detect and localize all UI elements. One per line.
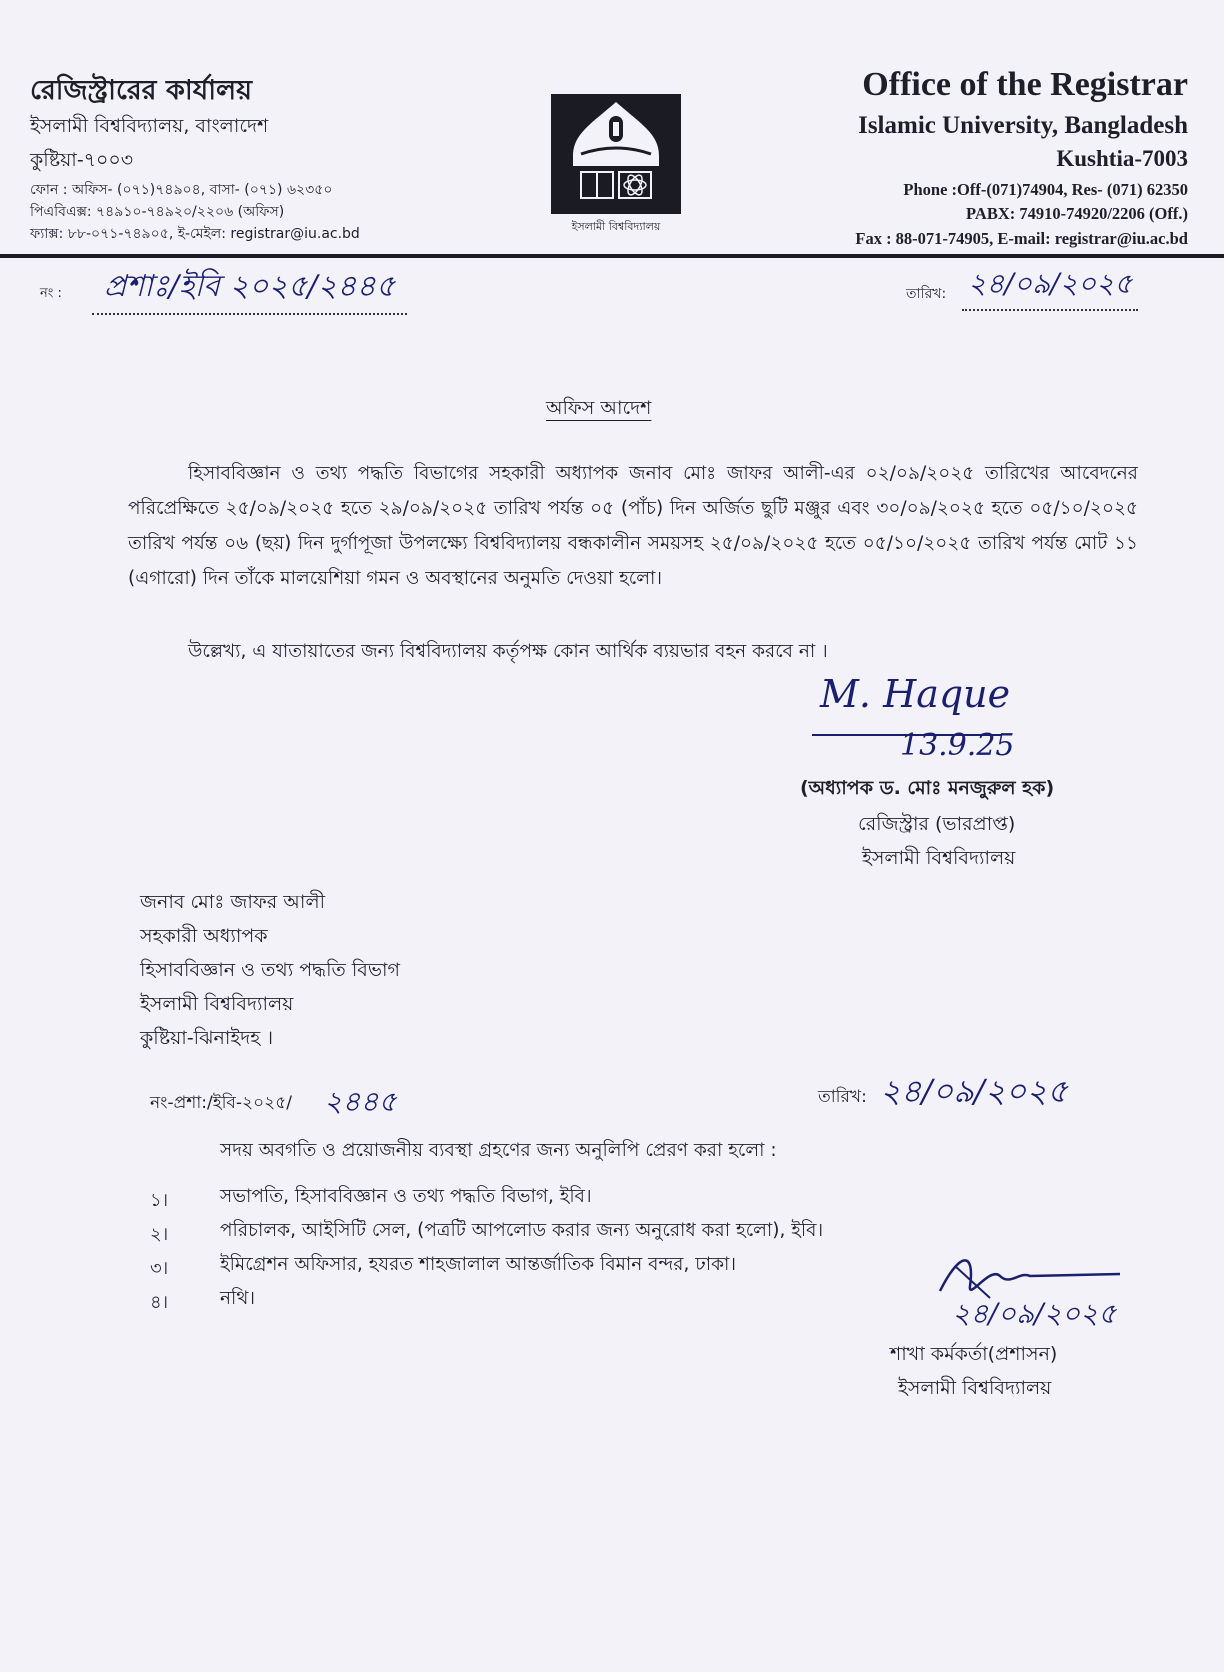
crest-icon [551, 94, 681, 214]
copy-ref-no-value: ২৪৪৫ [324, 1085, 397, 1118]
addressee-line-1: জনাব মোঃ জাফর আলী [140, 891, 326, 913]
order-paragraph-2-text: উল্লেখ্য, এ যাতায়াতের জন্য বিশ্ববিদ্যালয় কর্তৃপক্ষ কোন আর্থিক ব্যয়ভার বহন করবে না । [188, 641, 828, 662]
office-order-heading: অফিস আদেশ [546, 397, 652, 419]
copy-item-2-num: ২। [150, 1224, 169, 1245]
copy-item-1: সভাপতি, হিসাববিজ্ঞান ও তথ্য পদ্ধতি বিভাগ, ইবি। [220, 1186, 592, 1207]
copy-ref-date-label: তারিখ: [818, 1087, 867, 1107]
en-phone: Phone :Off-(071)74904, Res- (071) 62350 [903, 180, 1188, 199]
copy-intro: সদয় অবগতি ও প্রয়োজনীয় ব্যবস্থা গ্রহণের জন্য অনুলিপি প্রেরণ করা হলো : [220, 1140, 777, 1161]
copy-item-2: পরিচালক, আইসিটি সেল, (পত্রটি আপলোড করার জন্য অনুরোধ করা হলো), ইবি। [220, 1220, 824, 1241]
en-pabx: PABX: 74910-74920/2206 (Off.) [966, 204, 1188, 223]
bn-phone: ফোন : অফিস- (০৭১)৭৪৯০৪, বাসা- (০৭১) ৬২৩৫০ [30, 182, 333, 198]
section-officer-designation: শাখা কর্মকর্তা(প্রশাসন) [890, 1343, 1058, 1365]
copy-ref-no-label: নং-প্রশা:/ইবি-২০২৫/ [150, 1093, 292, 1113]
bn-office-title: রেজিস্ট্রারের কার্যালয় [30, 75, 253, 106]
bn-university: ইসলামী বিশ্ববিদ্যালয়, বাংলাদেশ [30, 115, 269, 137]
copy-item-3: ইমিগ্রেশন অফিসার, হযরত শাহজালাল আন্তর্জাতিক বিমান বন্দর, ঢাকা। [220, 1254, 737, 1275]
addressee-line-3: হিসাববিজ্ঞান ও তথ্য পদ্ধতি বিভাগ [140, 959, 400, 981]
bn-pabx: পিএবিএক্স: ৭৪৯১০-৭৪৯২০/২২০৬ (অফিস) [30, 204, 285, 220]
registrar-signature: M. Haque [820, 672, 1011, 716]
ref-date-value: ২৪/০৯/২০২৫ [962, 262, 1138, 311]
bn-fax-email: ফ্যাক্স: ৮৮-০৭১-৭৪৯০৫, ই-মেইল: registrar@iu.ac.bd [30, 226, 360, 242]
addressee-line-4: ইসলামী বিশ্ববিদ্যালয় [140, 993, 294, 1015]
addressee-line-5: কুষ্টিয়া-ঝিনাইদহ । [140, 1027, 274, 1049]
copy-item-4-num: ৪। [150, 1292, 169, 1313]
registrar-name: (অধ্যাপক ড. মোঃ মনজুরুল হক) [800, 777, 1055, 799]
section-officer-date: ২৪/০৯/২০২৫ [952, 1297, 1117, 1330]
copy-item-3-num: ৩। [150, 1258, 169, 1279]
order-paragraph-1 [128, 456, 1138, 596]
en-fax-email: Fax : 88-071-74905, E-mail: registrar@iu.ac.bd [855, 229, 1188, 248]
copy-item-1-num: ১। [150, 1190, 169, 1211]
logo-caption: ইসলামী বিশ্ববিদ্যালয় [571, 220, 661, 233]
en-university: Islamic University, Bangladesh [858, 112, 1188, 139]
registrar-signature-date: 13.9.25 [900, 728, 1015, 763]
ref-date-label: তারিখ: [906, 286, 947, 302]
order-paragraph-2 [128, 634, 1138, 669]
en-office-title: Office of the Registrar [862, 66, 1188, 103]
section-officer-institution: ইসলামী বিশ্ববিদ্যালয় [898, 1377, 1052, 1399]
registrar-institution: ইসলামী বিশ্ববিদ্যালয় [862, 847, 1016, 869]
ref-no-label: নং : [40, 286, 62, 301]
copy-item-4: নথি। [220, 1288, 255, 1309]
bn-city: কুষ্টিয়া-৭০০৩ [30, 149, 134, 171]
letterhead-rule [0, 254, 1224, 258]
order-paragraph-1-text: হিসাববিজ্ঞান ও তথ্য পদ্ধতি বিভাগের সহকারী অধ্যাপক জনাব মোঃ জাফর আলী-এর ০২/০৯/২০২৫ তারিখের আবেদনের পরিপ্রেক্ষিতে ২৫/০৯/২০২৫ হতে ২৯/০৯/২০২৫ তারিখ পর্যন্ত ০৫ (পাঁচ) দিন অর্জিত ছুটি মঞ্জুর এবং ৩০/০৯/২০২৫ হতে ০৫/১০/২০২৫ তারিখ পর্যন্ত ০৬ (ছয়) দিন দুর্গাপূজা উপলক্ষ্যে বিশ্ববিদ্যালয় বন্ধকালীন সময়সহ ২৫/০৯/২০২৫ হতে ০৫/১০/২০২৫ তারিখ পর্যন্ত মোট ১১ (এগারো) দিন তাঁকে মালয়েশিয়া গমন ও অবস্থানের অনুমতি দেওয়া হলো। [128, 463, 1138, 589]
addressee-line-2: সহকারী অধ্যাপক [140, 925, 268, 947]
en-city: Kushtia-7003 [1056, 146, 1188, 171]
university-logo [551, 94, 681, 214]
ref-no-value: প্রশাঃ/ইবি ২০২৫/২৪৪৫ [92, 262, 407, 315]
registrar-designation: রেজিস্ট্রার (ভারপ্রাপ্ত) [858, 813, 1016, 835]
copy-ref-date-value: ২৪/০৯/২০২৫ [880, 1072, 1068, 1110]
